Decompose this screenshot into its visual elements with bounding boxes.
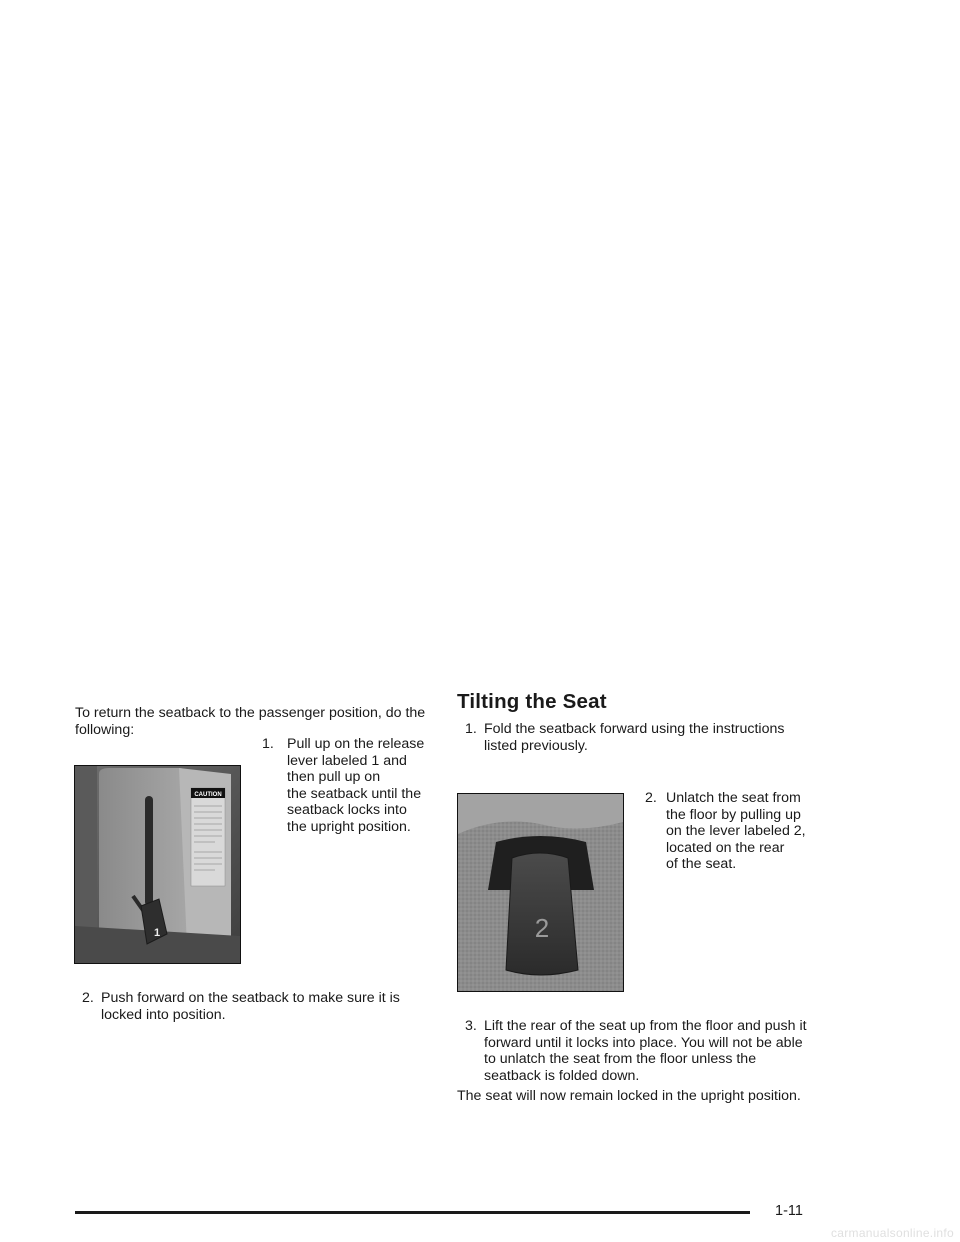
page-number: 1-11: [775, 1203, 803, 1219]
lever-number-1: 1: [154, 927, 161, 939]
step-line: Push forward on the seatback to make sure it is: [101, 990, 400, 1006]
step-line: locked into position.: [101, 1006, 226, 1023]
caution-label: CAUTION: [194, 792, 222, 798]
step-number: 3.: [465, 1018, 477, 1034]
left-step-1: [262, 736, 442, 836]
step-line: Lift the rear of the seat up from the floor and push it: [484, 1018, 807, 1034]
step-line: located on the rear: [666, 839, 785, 856]
step-line: seatback locks into: [287, 802, 407, 819]
step-number: 2.: [82, 990, 94, 1006]
step-line: lever labeled 1 and: [287, 752, 407, 769]
watermark: carmanualsonline.info: [830, 1226, 954, 1240]
step-line: forward until it locks into place. You will not be able: [484, 1034, 803, 1051]
footer-rule: [75, 1211, 750, 1214]
step-line: seatback is folded down.: [484, 1067, 640, 1084]
right-step-3: [465, 1018, 840, 1084]
step-line: the floor by pulling up: [666, 806, 801, 823]
step-line: Unlatch the seat from: [666, 790, 801, 806]
intro-paragraph: To return the seatback to the passenger position, do the following:: [75, 705, 426, 738]
seatback-lever-photo: [74, 765, 241, 964]
step-number: 1.: [465, 721, 477, 737]
floor-latch-photo: [457, 793, 624, 992]
step-line: the upright position.: [287, 818, 411, 835]
step-line: on the lever labeled 2,: [666, 823, 806, 840]
floor-latch-illustration: [458, 794, 623, 991]
step-line: to unlatch the seat from the floor unless the: [484, 1051, 757, 1068]
left-step-2: [82, 990, 442, 1023]
lever-number-2: 2: [534, 913, 550, 943]
step-line: listed previously.: [484, 737, 588, 754]
step-line: then pull up on: [287, 769, 381, 786]
right-step-2: [645, 790, 835, 873]
step-line: Pull up on the release: [287, 736, 425, 752]
step-number: 1.: [262, 736, 274, 752]
step-line: the seatback until the: [287, 785, 422, 802]
right-step-1: [465, 721, 835, 754]
step-number: 2.: [645, 790, 657, 806]
section-heading: Tilting the Seat: [457, 690, 607, 713]
closing-paragraph: The seat will now remain locked in the upright position.: [457, 1088, 801, 1104]
step-line: Fold the seatback forward using the instructions: [484, 721, 785, 737]
step-line: of the seat.: [666, 856, 737, 873]
seatback-lever-illustration: [75, 766, 240, 963]
